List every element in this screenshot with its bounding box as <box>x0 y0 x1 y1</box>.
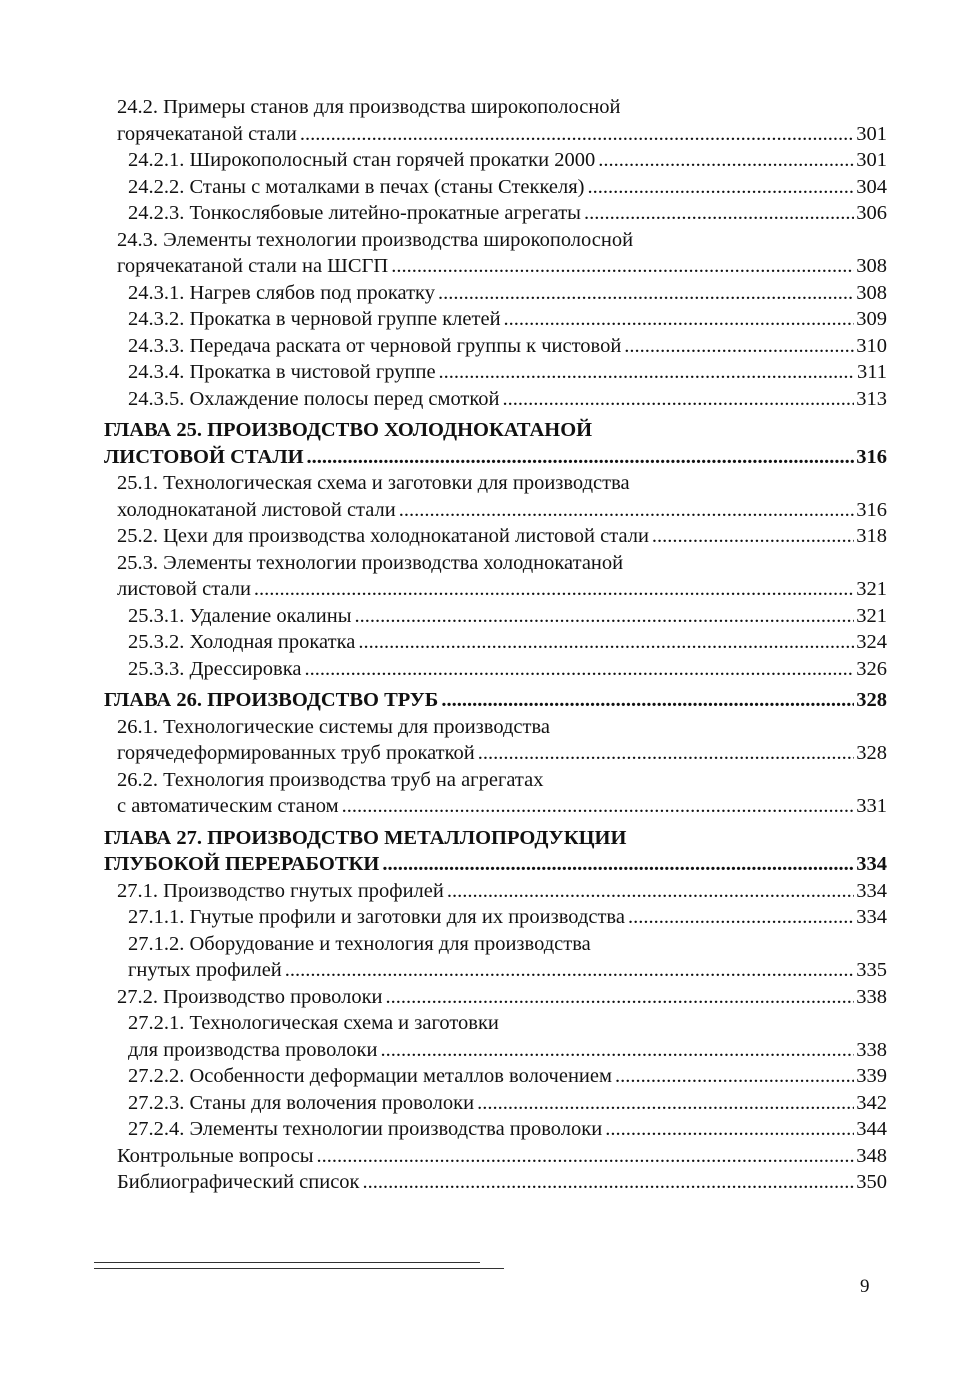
toc-entry-line <box>117 523 887 550</box>
toc-chapter[interactable] <box>104 417 887 470</box>
toc-entry[interactable] <box>104 386 887 413</box>
toc-page-number: 316 <box>856 498 887 521</box>
toc-entry-line <box>128 200 887 227</box>
toc-page-number: 301 <box>856 122 887 145</box>
toc-chapter[interactable] <box>104 687 887 714</box>
toc-entry-line <box>117 984 887 1011</box>
toc-entry-line <box>117 878 887 905</box>
toc-page-number: 331 <box>856 795 887 817</box>
toc-entry-title-line: 26.2. Технология производства труб на агрегатах <box>117 768 544 791</box>
footer-rule-secondary <box>94 1268 504 1269</box>
table-of-contents <box>104 94 887 1196</box>
toc-entry[interactable] <box>104 767 887 820</box>
dot-leader <box>598 147 854 174</box>
toc-entry-title: ГЛУБОКОЙ ПЕРЕРАБОТКИ <box>104 853 380 875</box>
toc-entry-title: холоднокатаной листовой стали <box>117 498 396 521</box>
dot-leader <box>584 200 854 227</box>
toc-entry-line <box>128 174 887 201</box>
toc-entry-title: 24.2.2. Станы с моталками в печах (станы Стеккеля) <box>128 175 585 198</box>
toc-entry-line <box>117 497 887 524</box>
toc-page-number: 301 <box>856 149 887 171</box>
toc-entry-title: 27.1.1. Гнутые профили и заготовки для их производства <box>128 906 625 928</box>
dot-leader <box>363 1169 855 1196</box>
toc-entry-line <box>104 851 887 878</box>
toc-chapter[interactable] <box>104 825 887 878</box>
toc-entry-line <box>128 1037 887 1064</box>
toc-entry-line <box>128 1116 887 1143</box>
toc-entry-line <box>128 1090 887 1117</box>
toc-entry[interactable] <box>104 1143 887 1170</box>
dot-leader <box>504 306 855 333</box>
toc-entry-line <box>128 629 887 656</box>
dot-leader <box>447 878 854 905</box>
toc-page-number: 334 <box>856 906 887 928</box>
toc-page-number: 321 <box>856 604 887 627</box>
dot-leader <box>354 603 854 630</box>
toc-entry-title: ЛИСТОВОЙ СТАЛИ <box>104 445 304 468</box>
toc-entry[interactable] <box>104 1090 887 1117</box>
toc-entry-title: 24.3.2. Прокатка в черновой группе клетей <box>128 308 501 330</box>
toc-entry-line <box>128 957 887 984</box>
dot-leader <box>358 629 854 656</box>
toc-page-number: 334 <box>856 879 887 902</box>
toc-entry-title: Контрольные вопросы <box>117 1144 314 1167</box>
toc-entry[interactable] <box>104 656 887 683</box>
toc-entry-title-line: 24.2. Примеры станов для производства широкополосной <box>117 96 621 118</box>
toc-entry-title: 24.2.1. Широкополосный стан горячей прокатки 2000 <box>128 149 596 171</box>
toc-entry[interactable] <box>104 523 887 550</box>
toc-entry-title-line: 25.3. Элементы технологии производства холоднокатаной <box>117 551 624 574</box>
toc-entry[interactable] <box>104 931 887 984</box>
toc-entry[interactable] <box>104 1169 887 1196</box>
dot-leader <box>300 121 854 148</box>
toc-entry[interactable] <box>104 714 887 767</box>
dot-leader <box>386 984 855 1011</box>
dot-leader <box>588 174 855 201</box>
toc-entry[interactable] <box>104 470 887 523</box>
toc-entry-title: для производства проволоки <box>128 1038 378 1061</box>
toc-entry-line <box>128 333 887 360</box>
dot-leader <box>391 253 854 280</box>
toc-entry[interactable] <box>104 629 887 656</box>
toc-entry-title: 27.1. Производство гнутых профилей <box>117 879 444 902</box>
toc-entry-title-line: 24.3. Элементы технологии производства широкополосной <box>117 228 634 251</box>
toc-page-number: 311 <box>857 361 887 383</box>
dot-leader <box>478 740 854 767</box>
toc-entry-title-line: ГЛАВА 27. ПРОИЗВОДСТВО МЕТАЛЛОПРОДУКЦИИ <box>104 826 627 849</box>
toc-entry-title: 27.2.2. Особенности деформации металлов волочением <box>128 1065 612 1087</box>
toc-entry-line <box>104 444 887 471</box>
toc-entry[interactable] <box>104 200 887 227</box>
toc-page-number: 348 <box>856 1144 887 1167</box>
toc-page-number: 318 <box>856 525 887 547</box>
toc-entry-title: горячедеформированных труб прокаткой <box>117 742 475 764</box>
toc-entry[interactable] <box>104 333 887 360</box>
toc-entry-title: 27.2.4. Элементы технологии производства проволоки <box>128 1118 603 1140</box>
toc-entry-title: 24.2.3. Тонкослябовые литейно-прокатные агрегаты <box>128 202 581 224</box>
toc-page-number: 339 <box>856 1065 887 1087</box>
toc-entry-title: ГЛАВА 26. ПРОИЗВОДСТВО ТРУБ <box>104 689 439 711</box>
toc-entry-line <box>128 656 887 683</box>
toc-entry-title: горячекатаной стали на ШСГП <box>117 255 389 277</box>
toc-entry-line <box>128 386 887 413</box>
toc-entry-title: 24.3.4. Прокатка в чистовой группе <box>128 361 436 383</box>
toc-entry-line <box>128 359 887 386</box>
toc-entry-line <box>128 904 887 931</box>
toc-entry-title: листовой стали <box>117 578 251 600</box>
toc-page-number: 326 <box>856 657 887 680</box>
dot-leader <box>477 1090 854 1117</box>
toc-entry[interactable] <box>104 359 887 386</box>
dot-leader <box>441 687 854 714</box>
toc-entry[interactable] <box>104 1116 887 1143</box>
toc-entry-line <box>117 121 887 148</box>
toc-entry-line <box>128 280 887 307</box>
toc-entry-title-line: 25.1. Технологическая схема и заготовки для производства <box>117 472 630 494</box>
toc-entry[interactable] <box>104 904 887 931</box>
toc-page-number: 321 <box>856 578 887 600</box>
dot-leader <box>624 333 854 360</box>
toc-page-number: 304 <box>856 175 887 198</box>
toc-entry-line <box>117 1169 887 1196</box>
toc-page-number: 310 <box>856 334 887 357</box>
toc-entry[interactable] <box>104 603 887 630</box>
toc-page-number: 344 <box>856 1118 887 1140</box>
toc-entry-title: с автоматическим станом <box>117 795 339 817</box>
toc-entry-title: 27.2.3. Станы для волочения проволоки <box>128 1091 475 1114</box>
toc-page-number: 335 <box>856 959 887 981</box>
toc-page-number: 338 <box>856 985 887 1008</box>
toc-entry[interactable] <box>104 174 887 201</box>
toc-entry[interactable] <box>104 306 887 333</box>
toc-entry-line <box>117 740 887 767</box>
toc-entry-line <box>128 1063 887 1090</box>
toc-entry-title: 25.3.1. Удаление окалины <box>128 604 352 627</box>
toc-page-number: 342 <box>856 1091 887 1114</box>
toc-entry[interactable] <box>104 227 887 280</box>
page-number: 9 <box>860 1276 870 1297</box>
dot-leader <box>382 851 854 878</box>
toc-page-number: 313 <box>856 387 887 410</box>
dot-leader <box>438 280 854 307</box>
toc-entry[interactable] <box>104 94 887 147</box>
dot-leader <box>342 793 855 820</box>
toc-entry-line <box>117 1143 887 1170</box>
toc-page-number: 328 <box>856 742 887 764</box>
toc-entry-title: 24.3.3. Передача раската от черновой группы к чистовой <box>128 334 622 357</box>
dot-leader <box>317 1143 855 1170</box>
toc-page-number: 309 <box>856 308 887 330</box>
toc-page-number: 328 <box>856 689 887 711</box>
toc-entry-line <box>128 147 887 174</box>
toc-entry[interactable] <box>104 550 887 603</box>
toc-page-number: 338 <box>856 1038 887 1061</box>
toc-entry[interactable] <box>104 984 887 1011</box>
toc-entry-title: 27.2. Производство проволоки <box>117 985 383 1008</box>
dot-leader <box>285 957 854 984</box>
dot-leader <box>399 497 855 524</box>
toc-entry[interactable] <box>104 878 887 905</box>
toc-entry-line <box>117 576 887 603</box>
dot-leader <box>503 386 855 413</box>
toc-entry-line <box>104 687 887 714</box>
toc-entry-title: 25.3.3. Дрессировка <box>128 657 302 680</box>
dot-leader <box>439 359 855 386</box>
dot-leader <box>304 656 854 683</box>
dot-leader <box>605 1116 854 1143</box>
dot-leader <box>652 523 854 550</box>
toc-entry[interactable] <box>104 280 887 307</box>
footer-rule <box>94 1262 480 1263</box>
toc-entry[interactable] <box>104 1010 887 1063</box>
dot-leader <box>254 576 854 603</box>
toc-entry-title: горячекатаной стали <box>117 122 297 145</box>
toc-entry-line <box>117 253 887 280</box>
dot-leader <box>380 1037 854 1064</box>
toc-entry-title: 25.2. Цехи для производства холоднокатаной листовой стали <box>117 525 649 547</box>
toc-entry-line <box>117 793 887 820</box>
toc-entry-title: 24.3.1. Нагрев слябов под прокатку <box>128 281 435 304</box>
toc-entry-title: гнутых профилей <box>128 959 282 981</box>
toc-entry-title: 24.3.5. Охлаждение полосы перед смоткой <box>128 387 500 410</box>
toc-entry[interactable] <box>104 147 887 174</box>
toc-entry-title-line: 26.1. Технологические системы для производства <box>117 715 550 738</box>
toc-entry-title: 25.3.2. Холодная прокатка <box>128 631 356 653</box>
toc-entry[interactable] <box>104 1063 887 1090</box>
dot-leader <box>628 904 854 931</box>
toc-entry-title: Библиографический список <box>117 1171 360 1193</box>
dot-leader <box>307 444 855 471</box>
toc-page-number: 350 <box>856 1171 887 1193</box>
toc-entry-title-line: 27.1.2. Оборудование и технология для производства <box>128 932 591 955</box>
toc-entry-line <box>128 306 887 333</box>
toc-entry-title-line: 27.2.1. Технологическая схема и заготовки <box>128 1012 499 1034</box>
toc-page-number: 334 <box>856 853 887 875</box>
toc-page-number: 324 <box>856 631 887 653</box>
toc-entry-title-line: ГЛАВА 25. ПРОИЗВОДСТВО ХОЛОДНОКАТАНОЙ <box>104 419 593 441</box>
toc-page-number: 308 <box>856 281 887 304</box>
toc-page-number: 306 <box>856 202 887 224</box>
toc-page-number: 316 <box>856 445 887 468</box>
toc-entry-line <box>128 603 887 630</box>
dot-leader <box>615 1063 854 1090</box>
toc-page-number: 308 <box>856 255 887 277</box>
